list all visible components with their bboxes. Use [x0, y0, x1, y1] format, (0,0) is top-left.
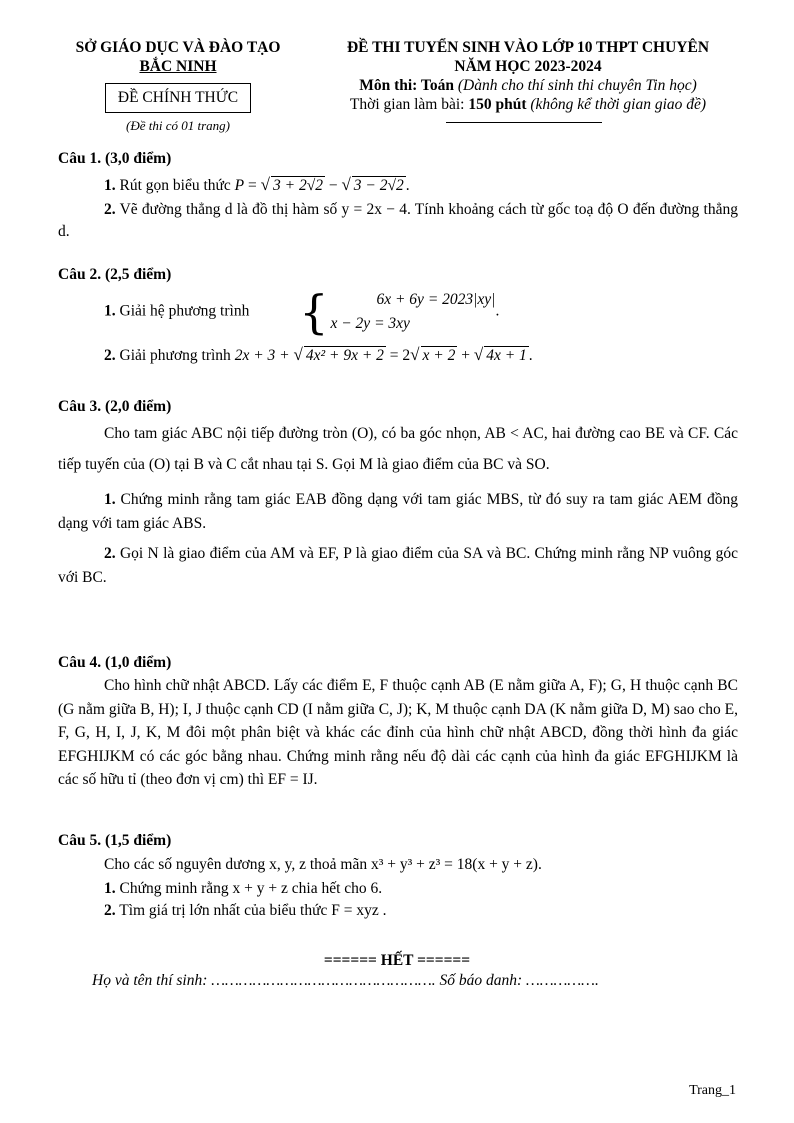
time-line [308, 95, 748, 114]
question-5-title: Câu 5. (1,5 điểm) [58, 832, 172, 849]
question-2 [58, 264, 738, 367]
time-note: (không kể thời gian giao đề) [526, 96, 707, 113]
radical-sign: √ [410, 345, 420, 364]
brace-icon: { [299, 285, 329, 339]
header-divider [446, 122, 602, 123]
question-1-part-2: 2. Vẽ đường thẳng d là đồ thị hàm số y = 2x − 4. Tính khoảng cách từ gốc toạ độ O đến đường thẳng d. [58, 201, 738, 240]
radical-sign: √ [473, 345, 484, 364]
school-year: NĂM HỌC 2023-2024 [454, 58, 602, 75]
exam-title: ĐỀ THI TUYỂN SINH VÀO LỚP 10 THPT CHUYÊN [346, 39, 710, 56]
question-5-part-2: 2. Tìm giá trị lớn nhất của biểu thức F = xyz . [104, 902, 387, 919]
question-1-part-1: 1. Rút gọn biểu thức P = √ 3 + 2√2 − √ 3 − 2√2 . [104, 175, 410, 194]
radical-sign: √ [341, 175, 351, 194]
subject-note: (Dành cho thí sinh thi chuyên Tin học) [453, 77, 697, 94]
header-right [308, 38, 748, 114]
header-left [58, 38, 298, 134]
subject-label: Môn thi: Toán [359, 77, 454, 94]
question-3-intro: Cho tam giác ABC nội tiếp đường tròn (O), có ba góc nhọn, AB < AC, hai đường cao BE và CF. Các tiếp tuyến của (O) tại B và C cắt nhau tại S. Gọi M là giao điểm của BC và SO. [58, 425, 738, 473]
question-3 [58, 396, 738, 590]
official-label: ĐỀ CHÍNH THỨC [105, 83, 251, 113]
question-5-part-1: 1. Chứng minh rằng x + y + z chia hết cho 6. [104, 880, 383, 897]
department-name: SỞ GIÁO DỤC VÀ ĐÀO TẠO [75, 39, 281, 56]
question-5 [58, 830, 738, 922]
question-4 [58, 652, 738, 792]
question-1-title: Câu 1. (3,0 điểm) [58, 150, 172, 167]
pages-note: (Đề thi có 01 trang) [126, 118, 230, 133]
question-2-title: Câu 2. (2,5 điểm) [58, 266, 172, 283]
question-3-part-1: 1. Chứng minh rằng tam giác EAB đồng dạng với tam giác MBS, từ đó suy ra tam giác AEM đồng dạng với tam giác ABS. [58, 491, 738, 532]
question-4-title: Câu 4. (1,0 điểm) [58, 654, 172, 671]
candidate-info-line: Họ và tên thí sinh: …………………………………………. Số báo danh: ……………. [92, 972, 599, 989]
equation-system: { 6x + 6y = 2023|xy| x − 2y = 3xy [253, 288, 495, 336]
radical-sign: √ [293, 345, 303, 364]
question-3-title: Câu 3. (2,0 điểm) [58, 398, 172, 415]
province-name: BẮC NINH [139, 58, 217, 75]
time-label: Thời gian làm bài: [349, 96, 469, 113]
radical-sign: √ [260, 175, 270, 194]
question-2-part-2: 2. Giải phương trình 2x + 3 + √ 4x² + 9x + 2 = 2√ x + 2 + √ 4x + 1 . [104, 345, 533, 364]
question-5-intro: Cho các số nguyên dương x, y, z thoả mãn x³ + y³ + z³ = 18(x + y + z). [104, 856, 542, 873]
question-4-text: Cho hình chữ nhật ABCD. Lấy các điểm E, F thuộc cạnh AB (E nằm giữa A, F); G, H thuộc cạnh BC (G nằm giữa B, H); I, J thuộc cạnh CD (I nằm giữa C, J); K, M thuộc cạnh DA (K nằm giữa D, M) sao cho E, F, G, H, I, J, K, M đôi một phân biệt và khác các đỉnh của hình chữ nhật ABCD, đồng thời hình đa giác EFGHIJKM có các góc bằng nhau. Chứng minh rằng nếu độ dài các cạnh của hình đa giác EFGHIJKM là các số hữu tỉ (theo đơn vị cm) thì EF = IJ. [58, 677, 738, 788]
question-1 [58, 148, 738, 243]
question-2-part-1: 1. Giải hệ phương trình { 6x + 6y = 2023|xy| x − 2y = 3xy . [104, 285, 500, 339]
end-mark: ====== HẾT ====== [323, 952, 471, 969]
question-3-part-2: 2. Gọi N là giao điểm của AM và EF, P là giao điểm của SA và BC. Chứng minh rằng NP vuông góc với BC. [58, 545, 738, 586]
subject-line [308, 76, 748, 95]
time-value: 150 phút [468, 96, 527, 113]
page-footer: Trang_1 [689, 1083, 736, 1098]
